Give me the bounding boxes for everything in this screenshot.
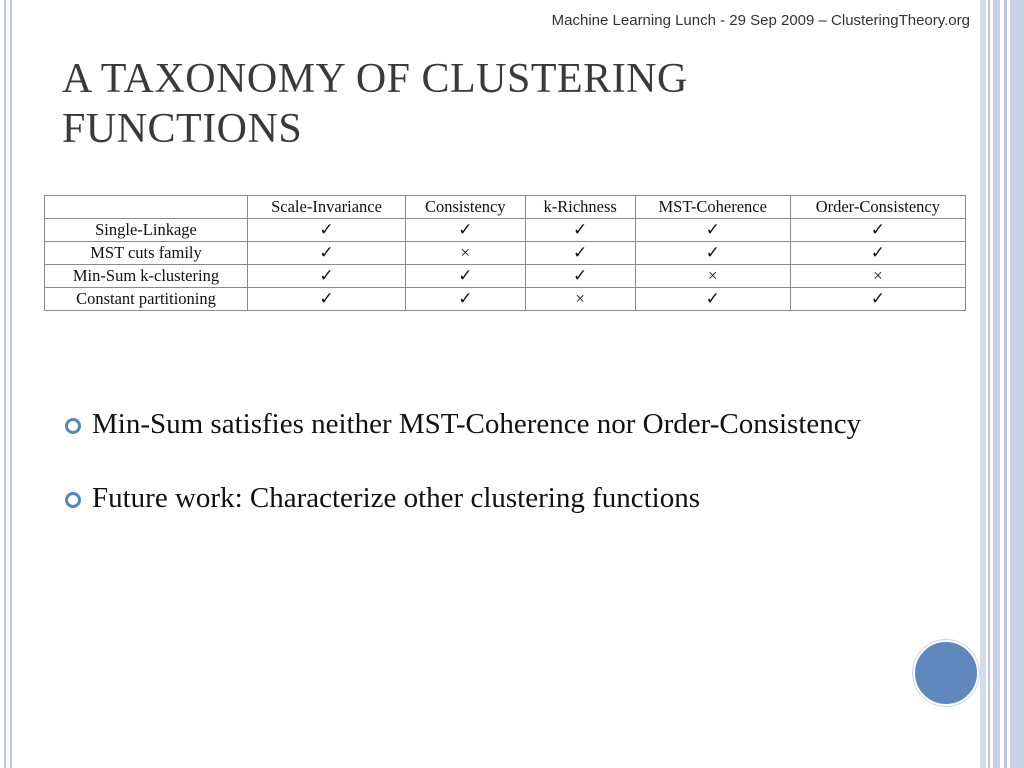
- table-cell: ×: [406, 242, 526, 265]
- column-header-order-consistency: Order-Consistency: [790, 196, 965, 219]
- header-note: Machine Learning Lunch - 29 Sep 2009 – ClusteringTheory.org: [551, 12, 970, 29]
- column-header-scale-invariance: Scale-Invariance: [248, 196, 406, 219]
- table-cell: ×: [635, 265, 790, 288]
- table-cell: ✓: [406, 219, 526, 242]
- right-edge-band: [980, 0, 986, 768]
- table-cell: ✓: [635, 242, 790, 265]
- row-label: Constant partitioning: [45, 288, 248, 311]
- bullet-ring-icon: [65, 492, 81, 508]
- table-cell: ✓: [635, 288, 790, 311]
- column-header: [45, 196, 248, 219]
- table-row: [45, 288, 966, 311]
- table-cell: ✓: [525, 242, 635, 265]
- right-edge-band: [993, 0, 1000, 768]
- table-cell: ×: [525, 288, 635, 311]
- table-cell: ×: [790, 265, 965, 288]
- table-cell: ✓: [790, 242, 965, 265]
- table-cell: ✓: [248, 265, 406, 288]
- table-cell: ✓: [248, 288, 406, 311]
- left-edge-stripe: [10, 0, 12, 768]
- table-cell: ✓: [525, 219, 635, 242]
- right-edge-band: [988, 0, 990, 768]
- table-cell: ✓: [525, 265, 635, 288]
- decorative-circle: [913, 640, 979, 706]
- table-row: [45, 219, 966, 242]
- bullet-ring-icon: [65, 418, 81, 434]
- table-cell: ✓: [406, 288, 526, 311]
- row-label: MST cuts family: [45, 242, 248, 265]
- bullet-list: [62, 406, 862, 554]
- bullet-text: Min-Sum satisfies neither MST-Coherence nor Order-Consistency: [92, 408, 862, 440]
- table-cell: ✓: [406, 265, 526, 288]
- table-cell: ✓: [248, 242, 406, 265]
- taxonomy-table: [44, 195, 966, 311]
- page-title: A TAXONOMY OF CLUSTERING FUNCTIONS: [62, 56, 688, 152]
- left-edge-stripe: [4, 0, 6, 768]
- table-row: [45, 242, 966, 265]
- bullet-text: Future work: Characterize other clustering functions: [92, 482, 700, 514]
- list-item: [62, 480, 862, 516]
- table-row: [45, 265, 966, 288]
- table-cell: ✓: [790, 288, 965, 311]
- row-label: Single-Linkage: [45, 219, 248, 242]
- column-header-k-richness: k-Richness: [525, 196, 635, 219]
- row-label: Min-Sum k-clustering: [45, 265, 248, 288]
- table-header-row: [45, 196, 966, 219]
- right-edge-band: [1010, 0, 1024, 768]
- table-cell: ✓: [790, 219, 965, 242]
- column-header-mst-coherence: MST-Coherence: [635, 196, 790, 219]
- list-item: [62, 406, 862, 442]
- column-header-consistency: Consistency: [406, 196, 526, 219]
- table-cell: ✓: [248, 219, 406, 242]
- table-cell: ✓: [635, 219, 790, 242]
- right-edge-band: [1004, 0, 1007, 768]
